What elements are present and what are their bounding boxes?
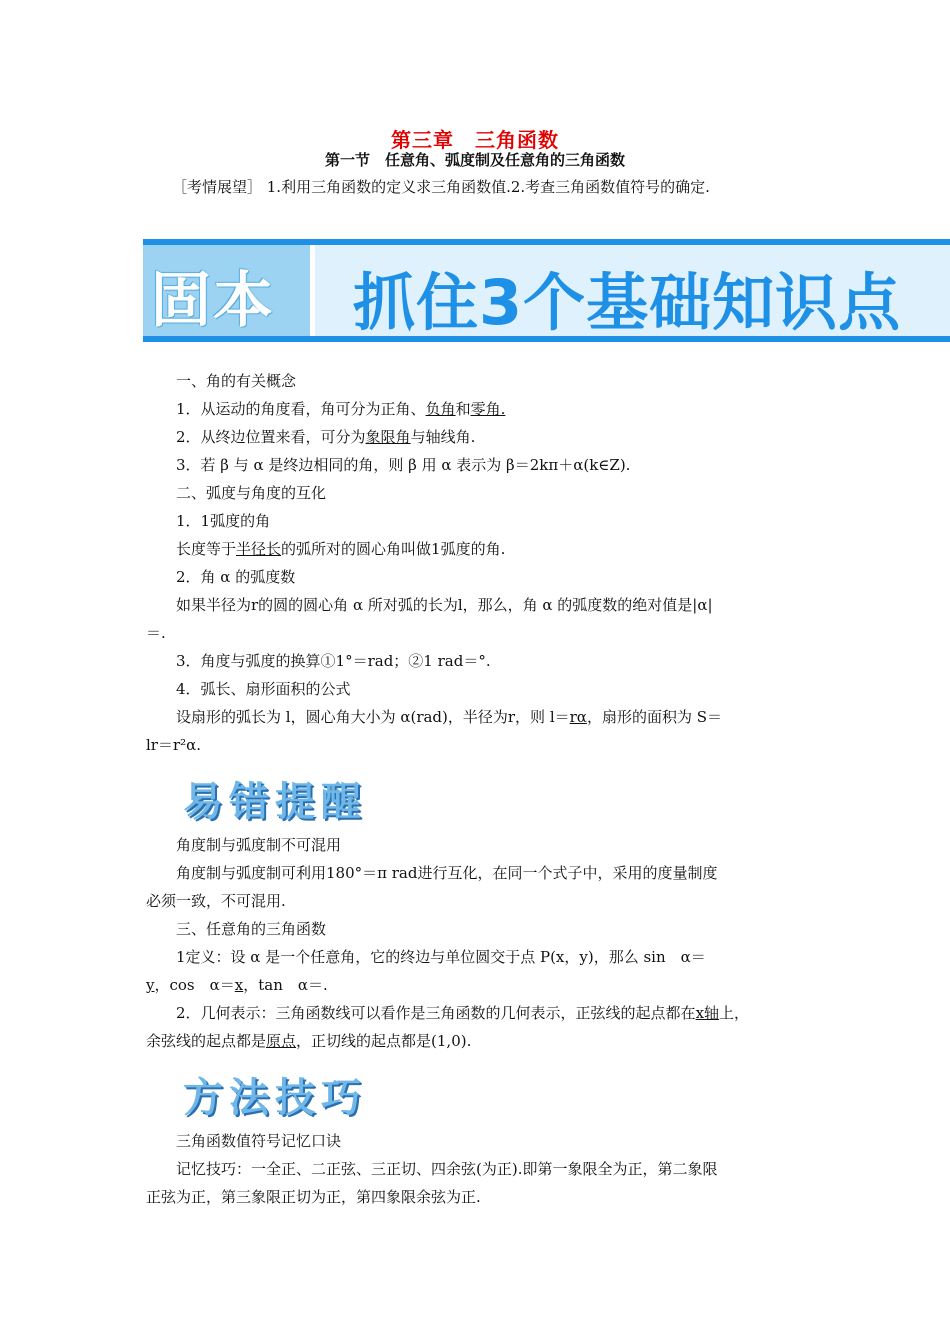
item-radian-measure-desc: 如果半径为r的圆的圆心角 α 所对弧的长为l，那么，角 α 的弧度数的绝对值是|α| (176, 596, 713, 614)
banner-right-text: 抓住3个基础知识点 (353, 266, 902, 339)
item-arc-formulas: 4．弧长、扇形面积的公式 (176, 680, 351, 698)
error-desc-2: 必须一致，不可混用. (146, 892, 286, 910)
error-title: 角度制与弧度制不可混用 (176, 836, 342, 854)
banner-right-block (315, 245, 950, 339)
item-one-radian: 1．1弧度的角 (176, 512, 271, 530)
item-definition-2: y，cos α＝x，tan α＝. (146, 976, 328, 994)
error-desc: 角度制与弧度制可利用180°＝π rad进行互化，在同一个式子中，采用的度量制度 (176, 864, 718, 882)
method-desc: 记忆技巧：一全正、二正弦、三正切、四余弦(为正).即第一象限全为正，第二象限 (176, 1160, 718, 1178)
banner-left-text: 固本 (151, 266, 275, 336)
methods-badge-text: 方法技巧 (183, 1074, 367, 1121)
item-one-radian-desc: 长度等于半径长的弧所对的圆心角叫做1弧度的角. (176, 540, 506, 558)
errors-badge (183, 770, 388, 828)
knowledge-banner (143, 239, 950, 342)
heading-trig-functions: 三、任意角的三角函数 (176, 920, 327, 938)
item-geometric-2: 余弦线的起点都是原点，正切线的起点都是(1,0). (146, 1032, 472, 1050)
item-definition: 1定义：设 α 是一个任意角，它的终边与单位圆交于点 P(x，y)，那么 sin α＝ (176, 948, 706, 966)
item-arc-formulas-desc-2: lr＝r²α. (146, 736, 202, 754)
item-radian-measure-desc-2: ＝. (146, 624, 166, 642)
item-radian-measure: 2．角 α 的弧度数 (176, 568, 296, 586)
section-title: 第一节 任意角、弧度制及任意角的三角函数 (324, 151, 625, 169)
exam-outlook: ［考情展望］ 1.利用三角函数的定义求三角函数值.2.考查三角函数值符号的确定. (172, 178, 710, 196)
methods-badge (183, 1066, 388, 1124)
method-title: 三角函数值符号记忆口诀 (176, 1132, 342, 1150)
item-terminal-side: 2．从终边位置来看，可分为象限角与轴线角. (176, 428, 476, 446)
item-conversion: 3．角度与弧度的换算①1°＝rad；②1 rad＝°. (176, 652, 491, 670)
banner-left-block (143, 245, 310, 336)
item-arc-formulas-desc: 设扇形的弧长为 l，圆心角大小为 α(rad)，半径为r，则 l＝rα，扇形的面积为 S＝ (176, 708, 722, 726)
chapter-title: 第三章 三角函数 (391, 128, 559, 152)
item-geometric: 2．几何表示：三角函数线可以看作是三角函数的几何表示，正弦线的起点都在x轴上， (176, 1004, 750, 1022)
method-desc-2: 正弦为正，第三象限正切为正，第四象限余弦为正. (146, 1188, 481, 1206)
errors-badge-text: 易错提醒 (183, 778, 367, 825)
heading-radian-degree: 二、弧度与角度的互化 (176, 484, 327, 502)
heading-angle-concepts: 一、角的有关概念 (176, 372, 297, 390)
item-coterminal: 3．若 β 与 α 是终边相同的角，则 β 用 α 表示为 β＝2kπ＋α(k∈Z). (176, 456, 631, 474)
item-angle-kinds: 1．从运动的角度看，角可分为正角、负角和零角. (176, 400, 506, 418)
